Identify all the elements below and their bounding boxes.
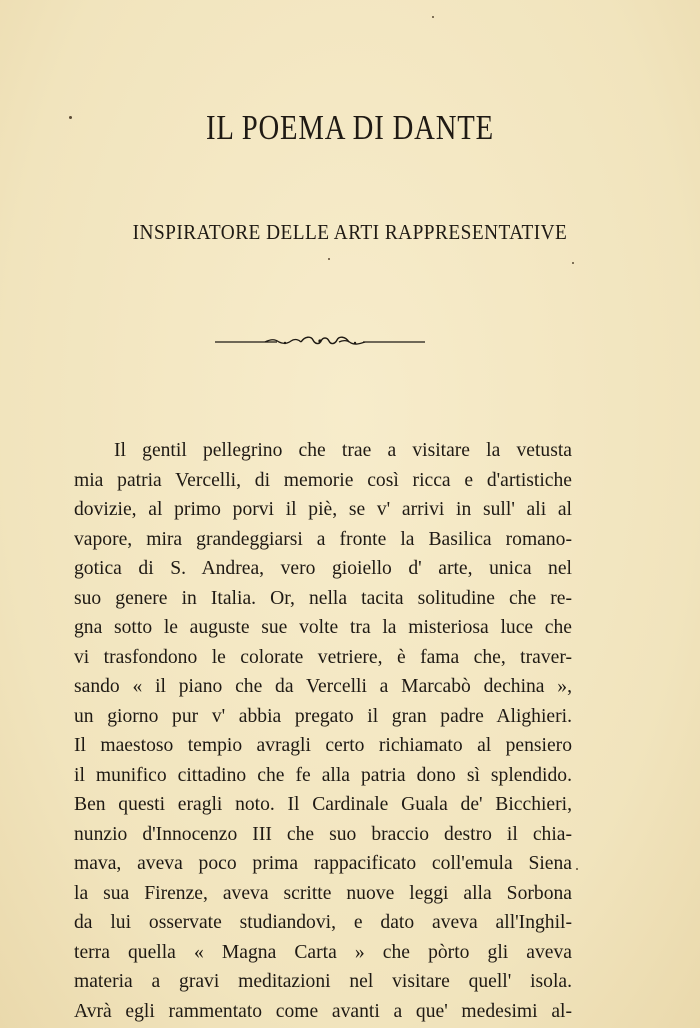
text-line: vapore, mira grandeggiarsi a fronte la Basilica romano-	[74, 528, 572, 550]
text-line: materia a gravi meditazioni nel visitare quell' isola.	[74, 971, 572, 992]
paper-speck	[572, 262, 574, 264]
text-line: mava, aveva poco prima rappacificato coll'emula Siena	[74, 853, 572, 874]
chapter-subtitle: INSPIRATORE DELLE ARTI RAPPRESENTATIVE	[132, 220, 568, 244]
text-line: da lui osservate studiandovi, e dato aveva all'Inghil-	[74, 912, 572, 933]
text-line: gotica di S. Andrea, vero gioiello d' arte, unica nel	[74, 558, 572, 579]
text-line: terra quella « Magna Carta » che pòrto gli aveva	[74, 941, 572, 963]
text-line: vi trasfondono le colorate vetriere, è fama che, traver-	[74, 646, 572, 668]
body-paragraph	[74, 436, 572, 1026]
paper-speck	[328, 258, 330, 260]
ornamental-divider-icon	[215, 332, 425, 352]
text-line: Il gentil pellegrino che trae a visitare la vetusta	[114, 440, 572, 461]
text-line: il munifico cittadino che fe alla patria dono sì splendido.	[74, 764, 572, 786]
text-line: un giorno pur v' abbia pregato il gran padre Alighieri.	[74, 705, 572, 727]
paper-speck	[69, 116, 72, 119]
text-line: suo genere in Italia. Or, nella tacita solitudine che re-	[74, 587, 572, 609]
text-line: gna sotto le auguste sue volte tra la misteriosa luce che	[74, 617, 572, 638]
text-line: la sua Firenze, aveva scritte nuove leggi alla Sorbona	[74, 882, 572, 904]
text-line: mia patria Vercelli, di memorie così ricca e d'artistiche	[74, 469, 572, 491]
text-line: Avrà egli rammentato come avanti a que' medesimi al-	[74, 1000, 572, 1022]
text-line: Il maestoso tempio avragli certo richiamato al pensiero	[74, 735, 572, 756]
text-line: nunzio d'Innocenzo III che suo braccio destro il chia-	[74, 823, 572, 845]
text-line: sando « il piano che da Vercelli a Marcabò dechina »,	[74, 676, 572, 697]
paper-speck	[432, 16, 434, 18]
text-line: dovizie, al primo porvi il piè, se v' arrivi in sull' ali al	[74, 499, 572, 520]
paper-speck	[576, 868, 578, 870]
chapter-title: IL POEMA DI DANTE	[206, 108, 494, 147]
text-line: Ben questi eragli noto. Il Cardinale Guala de' Bicchieri,	[74, 794, 572, 815]
